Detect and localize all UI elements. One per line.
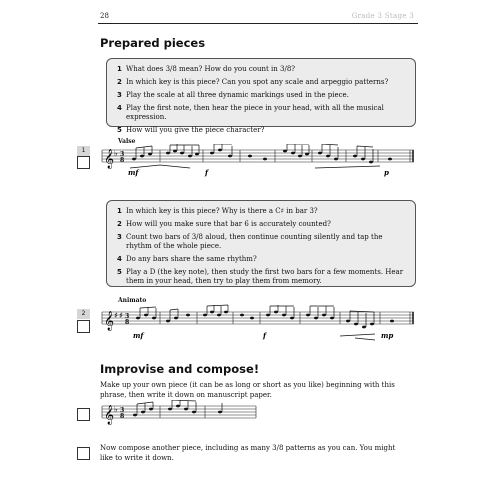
- question-item: 3 Play the scale at all three dynamic markings used in the piece.: [117, 91, 349, 99]
- svg-text:𝄞: 𝄞: [104, 405, 115, 425]
- improvise-instructions: Make up your own piece (it can be as long or short as you like) beginning with this phrase, then write it down on manuscript paper.: [100, 381, 395, 399]
- question-item: 4 Play the first note, then hear the piece in your head, with all the musical expression.: [117, 104, 384, 121]
- question-item: 1 What does 3/8 mean? How do you count in 3/8?: [117, 65, 296, 73]
- section-title-prepared: Prepared pieces: [100, 36, 206, 50]
- svg-text:♭: ♭: [114, 405, 118, 414]
- header-rule: [98, 23, 418, 24]
- dynamic-f: f: [205, 168, 209, 177]
- dynamic-mf: mf: [128, 168, 139, 177]
- svg-text:3: 3: [120, 407, 125, 414]
- svg-text:♭: ♭: [114, 149, 118, 158]
- dynamic-mp: mp: [381, 331, 394, 340]
- question-item: 4 Do any bars share the same rhythm?: [117, 255, 257, 263]
- page-number: 28: [100, 12, 109, 20]
- piece-number-2: 2: [77, 309, 90, 319]
- checkbox-piece-1[interactable]: [77, 156, 90, 169]
- checkbox-improvise[interactable]: [77, 408, 90, 421]
- svg-text:3: 3: [125, 313, 130, 320]
- music-staff-piece-2: [100, 304, 418, 346]
- svg-text:8: 8: [120, 157, 125, 164]
- svg-text:3: 3: [120, 151, 125, 158]
- tempo-marking-valse: Valse: [118, 138, 136, 145]
- checkbox-compose[interactable]: [77, 447, 90, 460]
- question-item: 3 Count two bars of 3/8 aloud, then continue counting silently and tap the rhythm of the whole piece.: [117, 233, 383, 250]
- questions-box-2: [106, 200, 416, 287]
- tempo-marking-animato: Animato: [118, 297, 147, 304]
- question-item: 1 In which key is this piece? Why is there a C♯ in bar 3?: [117, 207, 318, 215]
- compose-instructions: Now compose another piece, including as many 3/8 patterns as you can. You might like to write it down.: [100, 444, 396, 462]
- music-staff-improvise-phrase: [100, 400, 260, 428]
- music-staff-piece-1: [100, 144, 418, 180]
- running-head: Grade 3 Stage 3: [351, 12, 414, 20]
- svg-text:♯: ♯: [119, 311, 123, 320]
- dynamic-f: f: [263, 331, 267, 340]
- svg-text:𝄞: 𝄞: [104, 149, 115, 169]
- checkbox-piece-2[interactable]: [77, 320, 90, 333]
- piece-number-1: 1: [77, 146, 90, 156]
- section-title-improvise: Improvise and compose!: [100, 362, 260, 376]
- question-item: 2 How will you make sure that bar 6 is accurately counted?: [117, 220, 331, 228]
- svg-text:8: 8: [125, 319, 130, 326]
- dynamic-p: p: [384, 168, 389, 177]
- dynamic-mf: mf: [133, 331, 144, 340]
- question-item: 5 Play a D (the key note), then study the first two bars for a few moments. Hear them in your head, then try to play them from memory.: [117, 268, 404, 285]
- svg-text:♯: ♯: [114, 311, 118, 320]
- question-item: 2 In which key is this piece? Can you spot any scale and arpeggio patterns?: [117, 78, 389, 86]
- questions-box-1: [106, 58, 416, 134]
- question-item: 5 How will you give the piece character?: [117, 126, 265, 134]
- svg-text:𝄞: 𝄞: [104, 311, 115, 331]
- svg-text:8: 8: [120, 413, 125, 420]
